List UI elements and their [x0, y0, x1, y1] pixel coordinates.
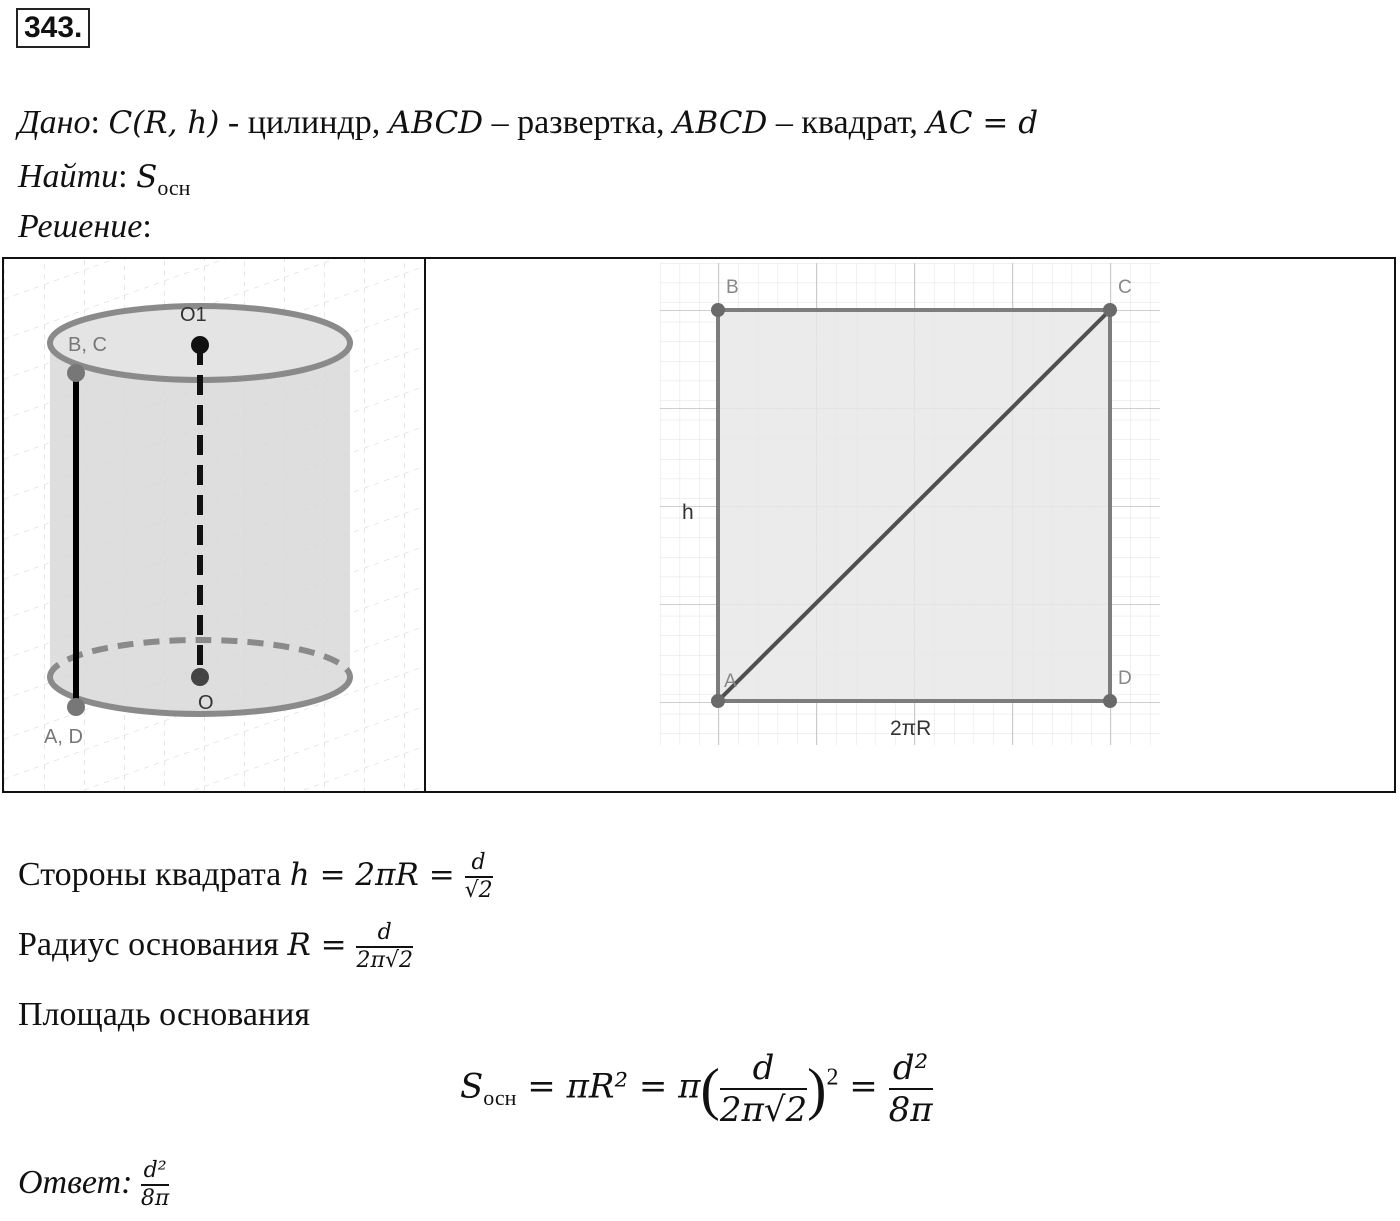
given-text-2: – развертка, [483, 104, 674, 141]
label-ad: A, D [44, 726, 83, 748]
label-bc: B, C [68, 334, 107, 356]
find-s: S [136, 159, 158, 195]
formula-num: d [720, 1048, 807, 1090]
solution-line: Решение: [18, 208, 152, 245]
radius-den: 2π√2 [356, 948, 413, 973]
find-label: Найти [18, 158, 119, 195]
given-abcd-1: ABCD [388, 105, 484, 141]
formula-eq: = [838, 1066, 889, 1107]
formula-fraction [720, 1048, 807, 1130]
label-b: B [726, 277, 739, 298]
sides-den: √2 [464, 878, 493, 903]
sides-line [18, 850, 493, 904]
figure-divider [424, 257, 426, 793]
find-line: Найти: $S_{осн}$ [18, 158, 191, 200]
paren-left: ( [700, 1056, 720, 1122]
sides-text: Стороны квадрата [18, 855, 290, 893]
point-bc [67, 364, 85, 382]
answer-label: Ответ: [18, 1163, 133, 1201]
radius-fraction [356, 920, 412, 974]
find-sub: осн [157, 175, 191, 200]
formula-s: S [460, 1066, 484, 1107]
formula-power: 2 [826, 1064, 839, 1091]
point-d [1103, 694, 1117, 708]
formula-sub: осн [483, 1085, 517, 1111]
point-a [711, 694, 725, 708]
point-b [711, 303, 725, 317]
result-num: d² [889, 1048, 933, 1090]
given-abcd-2: ABCD [673, 105, 768, 141]
label-d: D [1118, 668, 1132, 689]
sides-math: h = 2πR = [289, 856, 465, 893]
radius-line [18, 920, 413, 974]
answer-num: d² [141, 1158, 169, 1186]
answer-fraction [141, 1158, 169, 1212]
point-o1 [191, 336, 209, 354]
point-o [191, 668, 209, 686]
problem-number: 343. [16, 8, 90, 48]
formula-result [889, 1048, 933, 1130]
given-ac: AC = d [926, 105, 1039, 141]
sides-fraction [465, 850, 493, 904]
given-line: Дано: C(R, h) - цилиндр, ABCD – развертка, ABCD – квадрат, AC = d [18, 104, 1039, 141]
label-c: C [1118, 277, 1132, 298]
point-c [1103, 303, 1117, 317]
area-line: Площадь основания [18, 996, 310, 1033]
point-ad [67, 698, 85, 716]
solution-label: Решение [18, 208, 143, 245]
given-text-1: - цилиндр, [219, 104, 389, 141]
label-h: h [682, 501, 694, 524]
sides-num: d [465, 850, 493, 878]
answer-line [18, 1158, 169, 1212]
paren-right: ) [807, 1056, 827, 1122]
given-text-3: – квадрат, [767, 104, 927, 141]
radius-num: d [356, 920, 412, 948]
result-den: 8π [888, 1090, 933, 1130]
formula-mid: = πR² = π [516, 1066, 701, 1107]
label-o1: O1 [180, 304, 207, 326]
given-cylinder: C(R, h) [108, 105, 220, 141]
given-label: Дано [18, 104, 91, 141]
label-2pir: 2πR [890, 717, 932, 740]
formula-den: 2π√2 [719, 1090, 808, 1130]
answer-den: 8π [140, 1186, 170, 1211]
label-a: A [724, 671, 737, 692]
area-formula [460, 1048, 933, 1130]
cylinder-figure [4, 259, 424, 791]
unfold-figure [660, 263, 1160, 745]
label-o: O [198, 692, 214, 714]
radius-text: Радиус основания [18, 925, 288, 963]
radius-math: R = [287, 926, 357, 963]
